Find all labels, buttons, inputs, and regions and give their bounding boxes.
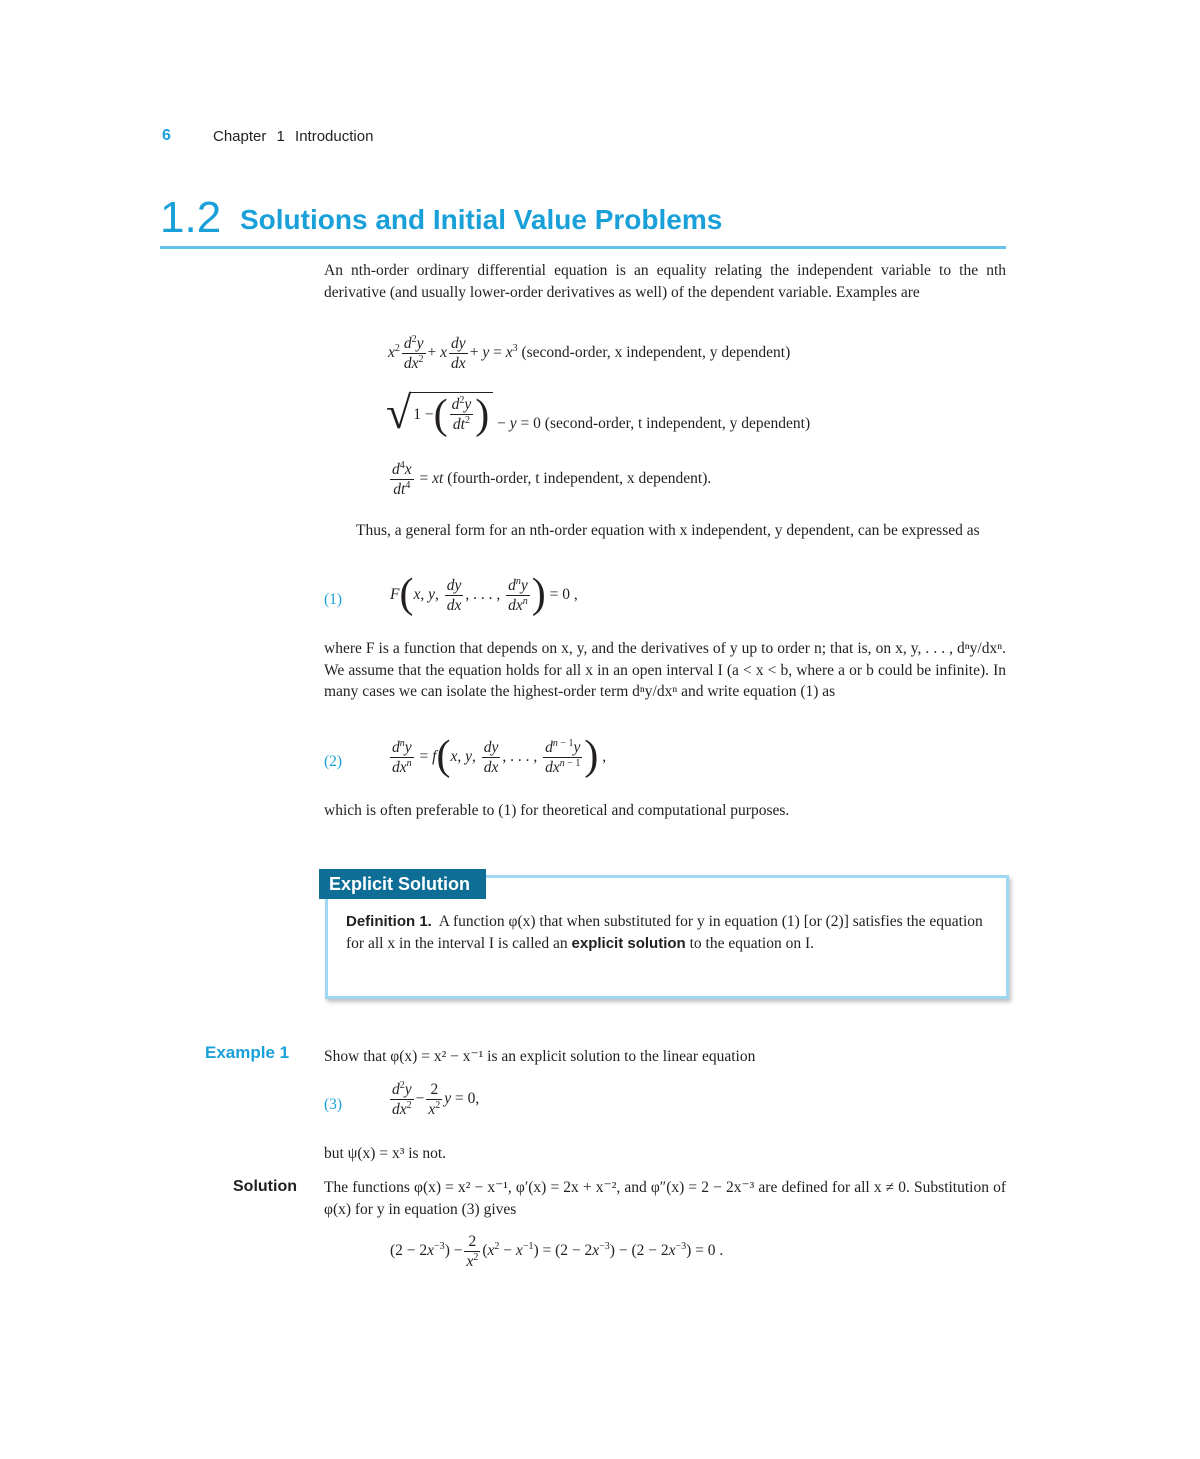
intro-paragraph-1: An nth-order ordinary differential equation is an equality relating the independent variable to the nth derivative (and usually lower-order derivatives as well) of the dependent variable. Examples are [324,262,1006,301]
page-number: 6 [162,127,171,144]
section-heading [160,194,1006,249]
example-but-line: but ψ(x) = x³ is not. [324,1145,447,1162]
intro-paragraph-3: where F is a function that depends on x, y, and the derivatives of y up to order n; that is, on x, y, . . . , dⁿy/dxⁿ. We assume that the equation holds for all x in an open interval I (a < x < b, where a or b could be infinite). In many cases we can isolate the highest-order term dⁿy/dxⁿ and write equation (1) as [324,640,1006,700]
definition-body-b: to the equation on I. [689,935,814,952]
solution-equation: $(2 - 2x^{-3})$ − $\frac{2}{x^2}$ $(x^2 - x^{-1}) = (2 - 2x^{-3}) - (2 - 2x^{-3}) = 0$ . [390,1233,724,1270]
definition-term: explicit solution [571,935,686,952]
equation-1-label: (1) [324,591,343,608]
equation-2-label: (2) [324,753,343,770]
equation-3-label: (3) [324,1096,343,1113]
example-equation-a: $x^2$ $\frac{d^2y}{dx^2}$ + x $\frac{dy}{dx}$ + $y = x^3$ (second-order, x independent, y dependent) [388,334,791,372]
equation-2: $\frac{d^ny}{dx^n}$ = f(x, y, $\frac{dy}{dx}$ , . . . , $\frac{d^{n - 1}y}{dx^{n - 1}}$ ) , [392,733,607,780]
equation-c-note: (fourth-order, t independent, x dependent). [447,470,712,488]
intro-paragraph-4: which is often preferable to (1) for theoretical and computational purposes. [324,802,790,819]
definition-text [346,911,986,955]
running-head: Chapter 1 Introduction [213,128,374,145]
definition-body-a: A function φ(x) that when substituted for y in equation (1) [or (2)] satisfies the equation for all x in the interval I is called an [346,913,983,952]
equation-b-note: (second-order, t independent, y dependent) [544,415,811,432]
solution-label: Solution [233,1178,297,1195]
example-label: Example 1 [205,1043,290,1062]
equation-a-note: (second-order, x independent, y dependent) [521,344,791,362]
equation-1: F(x, y, $\frac{dy}{dx}$ , . . . , $\frac{d^ny}{dx^n}$ ) = 0 , [390,571,578,618]
equation-3: $\frac{d^2y}{dx^2}$ − $\frac{2}{x^2}$ y = 0, [392,1080,480,1118]
example-equation-b: √ 1 − ( $\frac{d^2y}{dt^2}$ ) − y = 0 (second-order, t independent, y dependent) [386,387,811,438]
example-equation-c: $\frac{d^4x}{dt^4}$ = xt (fourth-order, t independent, x dependent). [392,460,712,498]
example-statement: Show that φ(x) = x² − x⁻¹ is an explicit solution to the linear equation [324,1048,756,1065]
definition-label: Definition 1. [346,913,432,930]
solution-text: The functions φ(x) = x² − x⁻¹, φ′(x) = 2x + x⁻², and φ″(x) = 2 − 2x⁻³ are defined for all x ≠ 0. Substitution of φ(x) for y in equation (3) gives [324,1179,1006,1218]
section-number: 1.2 [160,193,222,242]
section-title: Solutions and Initial Value Problems [240,204,723,235]
definition-tab: Explicit Solution [319,869,486,899]
intro-paragraph-2: Thus, a general form for an nth-order equation with x independent, y dependent, can be expressed as [356,522,980,539]
